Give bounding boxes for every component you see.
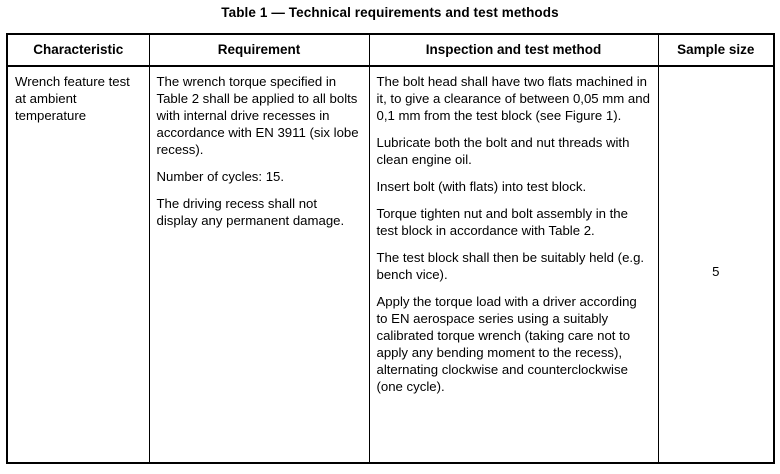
table-row: [7, 66, 774, 463]
column-header-requirement: Requirement: [149, 34, 369, 66]
column-header-characteristic: Characteristic: [7, 34, 149, 66]
requirement-paragraph: The wrench torque specified in Table 2 shall be applied to all bolts with internal drive recesses in accordance with EN 3911 (six lobe recess).: [156, 74, 359, 157]
inspection-paragraph: Insert bolt (with flats) into test block.: [376, 179, 587, 194]
column-header-sample-size: Sample size: [658, 34, 774, 66]
requirement-paragraph: The driving recess shall not display any permanent damage.: [156, 196, 345, 228]
inspection-paragraph: Torque tighten nut and bolt assembly in the test block in accordance with Table 2.: [376, 206, 628, 238]
column-header-inspection-and-test-method: Inspection and test method: [369, 34, 658, 66]
table-header-row: [7, 34, 774, 66]
inspection-paragraph: Lubricate both the bolt and nut threads with clean engine oil.: [376, 135, 630, 167]
inspection-paragraph: Apply the torque load with a driver according to EN aerospace series using a suitably calibrated torque wrench (taking care not to apply any bending moment to the recess), alternating clockwise and counterclockwise (one cycle).: [376, 294, 637, 394]
table-header: [7, 34, 774, 66]
technical-requirements-table: [6, 33, 775, 464]
characteristic-paragraph: Wrench feature test at ambient temperature: [15, 74, 130, 123]
cell-characteristic: [7, 66, 149, 463]
requirement-paragraph: Number of cycles: 15.: [156, 169, 285, 184]
inspection-paragraph: The test block shall then be suitably held (e.g. bench vice).: [376, 250, 645, 282]
cell-inspection-and-test-method: [369, 66, 658, 463]
table-caption: Table 1 — Technical requirements and test methods: [221, 5, 559, 20]
cell-requirement: [149, 66, 369, 463]
inspection-paragraph: The bolt head shall have two flats machined in it, to give a clearance of between 0,05 mm and 0,1 mm from the test block (see Figure 1).: [376, 74, 650, 123]
cell-sample-size: [658, 66, 774, 463]
table-body: [7, 66, 774, 463]
sample-size-value: 5: [712, 264, 720, 279]
